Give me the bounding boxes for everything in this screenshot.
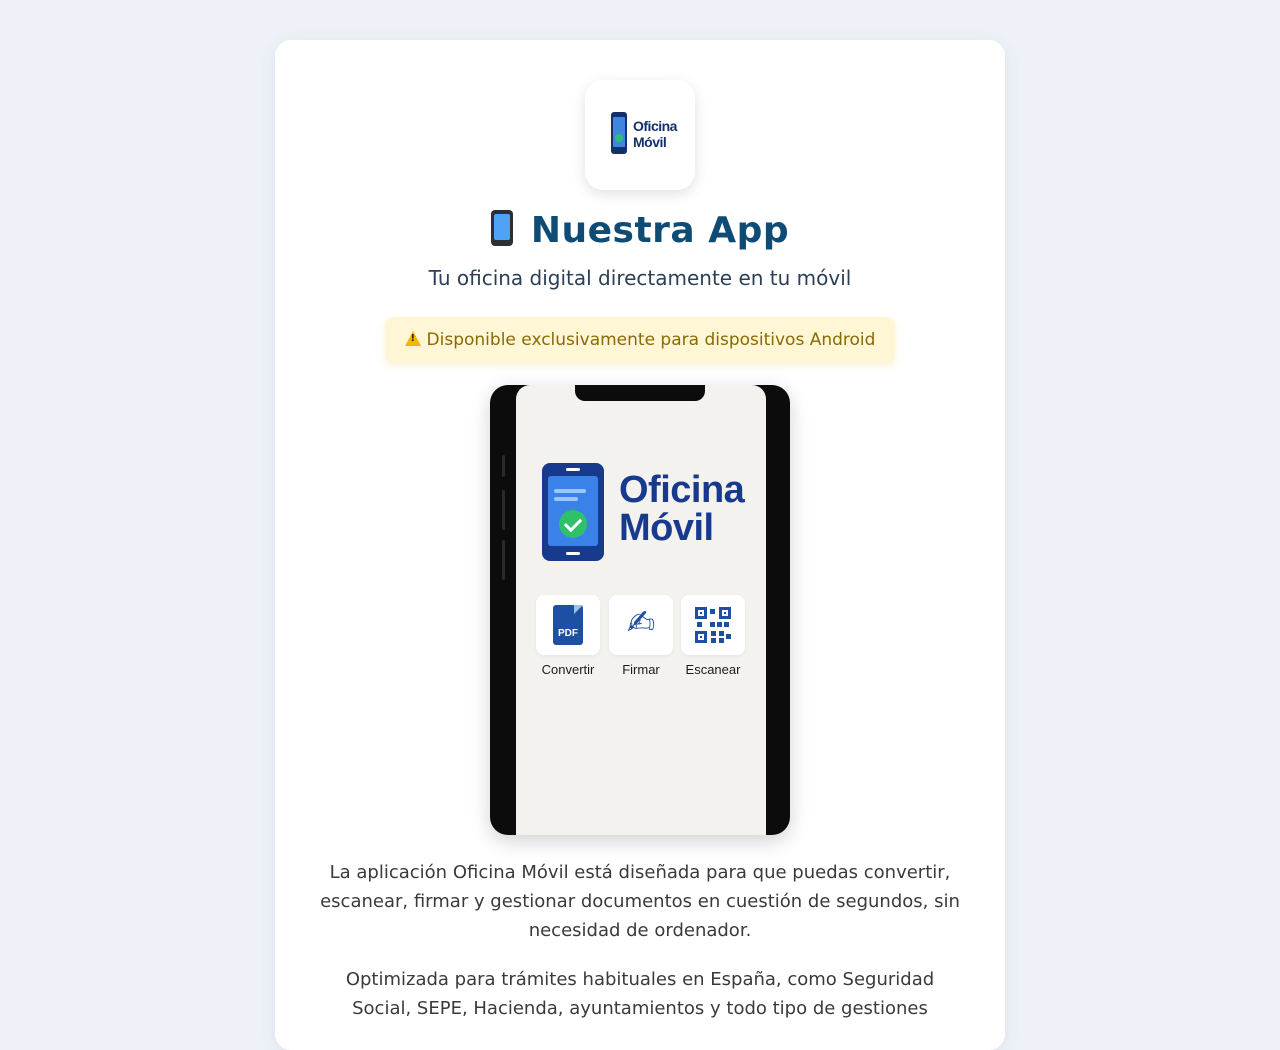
feature-label: Convertir <box>541 662 595 677</box>
phone-screen <box>516 385 766 835</box>
app-name-line1: Oficina <box>619 469 745 511</box>
logo-phone-icon <box>611 112 627 154</box>
app-description-secondary: Optimizada para trámites habituales en España, como Seguridad Social, SEPE, Hacienda, ayuntamientos y todo tipo de gestiones <box>345 969 935 1019</box>
logo-text-line1: Oficina <box>633 118 677 134</box>
qr-code-icon <box>695 607 731 643</box>
feature-tile <box>681 595 745 655</box>
phone-side-button <box>502 455 505 477</box>
pdf-icon-text: PDF <box>558 628 578 639</box>
app-screenshot-phone <box>490 385 790 835</box>
app-name <box>619 471 744 547</box>
feature-convertir <box>535 595 601 677</box>
android-notice-badge <box>385 317 895 363</box>
phone-side-button <box>502 540 505 580</box>
feature-label: Firmar <box>622 662 660 677</box>
page-title <box>275 210 1005 251</box>
mobile-phone-icon <box>491 210 513 246</box>
feature-escanear <box>680 595 746 677</box>
page-title-text: Nuestra App <box>530 210 790 251</box>
warning-icon <box>405 331 421 346</box>
app-description: La aplicación Oficina Móvil está diseñada para que puedas convertir, escanear, firmar y gestionar documentos en cuestión de segundos, sin necesidad de ordenador. <box>320 862 960 941</box>
phone-side-button <box>502 490 505 530</box>
pdf-icon <box>553 605 583 645</box>
phone-notch <box>575 385 705 401</box>
app-card <box>275 40 1005 1050</box>
app-logo <box>585 80 695 190</box>
feature-tile <box>609 595 673 655</box>
app-phone-logo-icon <box>542 463 604 561</box>
logo-text <box>633 118 677 150</box>
page-subtitle: Tu oficina digital directamente en tu móvil <box>428 266 852 290</box>
signature-pen-icon: ✍ <box>626 603 656 643</box>
feature-firmar <box>608 595 674 677</box>
app-name-line2: Móvil <box>619 507 714 549</box>
notice-text: Disponible exclusivamente para dispositivos Android <box>426 330 876 350</box>
logo-text-line2: Móvil <box>633 134 667 150</box>
feature-tile <box>536 595 600 655</box>
feature-label: Escanear <box>685 662 741 677</box>
